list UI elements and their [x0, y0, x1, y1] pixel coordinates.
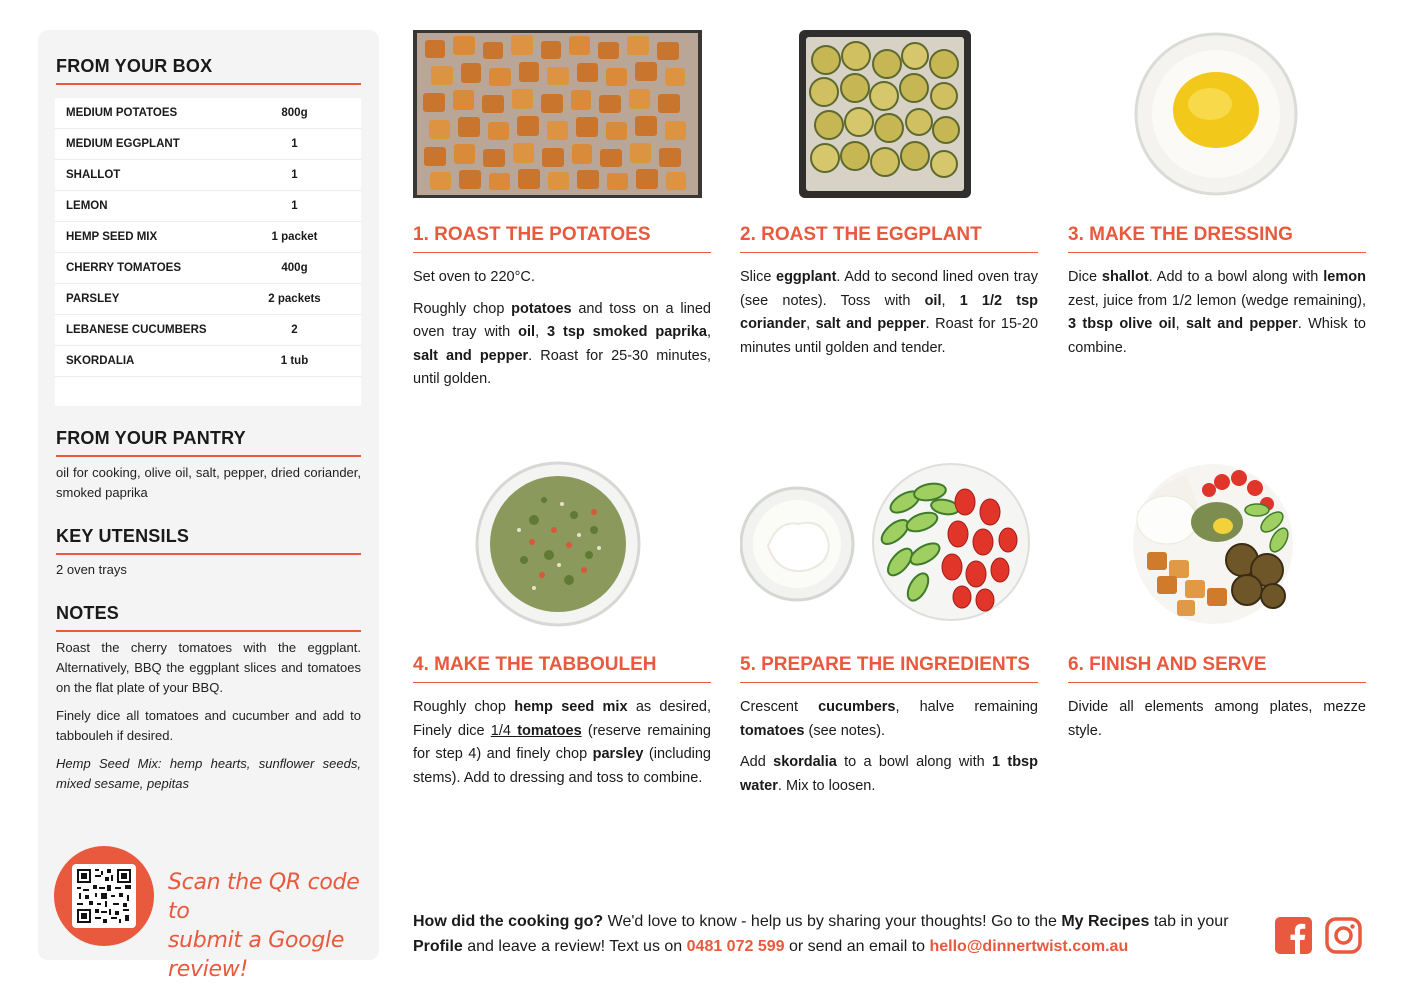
step-2-text: [740, 266, 1038, 368]
roast-potatoes-image: [413, 30, 702, 198]
step-4-title: 4. MAKE THE TABBOULEH: [413, 654, 711, 683]
ingredient-qty: 1 packet: [271, 231, 318, 243]
step-text-bold: salt and pepper: [815, 316, 926, 332]
table-row: [55, 191, 361, 222]
step-text-run: . Roast for 25-30 minutes, until golden.: [413, 347, 711, 387]
ingredient-qty: 2 packets: [268, 293, 321, 305]
step-text-bold: oil: [518, 324, 536, 340]
table-row: [55, 346, 361, 377]
step-text-run: . Add to a bowl along with: [1148, 269, 1324, 285]
step-text-bold: potatoes: [511, 300, 572, 317]
step-text-bold: eggplant: [776, 269, 837, 285]
ingredient-qty: 1 tub: [280, 355, 309, 367]
step-1-text: [413, 266, 711, 400]
table-row: [55, 160, 361, 191]
step-text-run: ,: [535, 324, 548, 340]
facebook-icon[interactable]: [1275, 917, 1312, 954]
step-text-run: zest, juice from 1/2 lemon (wedge remaining),: [1068, 292, 1366, 309]
utensils-text: 2 oven trays: [56, 562, 127, 577]
step-text-bold: shallot: [1101, 269, 1149, 285]
step-text-run: Divide all elements among plates, mezze style.: [1068, 699, 1366, 739]
step-6-title: 6. FINISH AND SERVE: [1068, 654, 1366, 683]
step-text-run: ,: [806, 316, 816, 332]
step-text-bold: tomatoes: [517, 722, 582, 739]
step-text-run: Dice: [1068, 269, 1102, 285]
step-text-run: to a bowl along with: [836, 754, 992, 770]
step-text-run: and toss on a lined oven tray with: [413, 300, 711, 340]
note-italic: Hemp Seed Mix: hemp hearts, sunflower seeds, mixed sesame, pepitas: [56, 756, 361, 791]
from-your-box-title: FROM YOUR BOX: [56, 56, 361, 85]
step-text-run: ,: [941, 292, 960, 309]
step-3-title: 3. MAKE THE DRESSING: [1068, 224, 1366, 253]
ingredient-name: MEDIUM POTATOES: [66, 107, 178, 119]
ingredients-sidebar: [38, 30, 379, 982]
step-text-bold: 1 tbsp water: [740, 754, 1038, 794]
ingredient-name: SHALLOT: [66, 169, 121, 181]
note-paragraph: Roast the cherry tomatoes with the eggplant. Alternatively, BBQ the eggplant slices and tomatoes on the flat plate of your BBQ.: [56, 640, 361, 695]
ingredient-name: HEMP SEED MIX: [66, 231, 158, 243]
step-text-bold: 1 1/2 tsp coriander: [740, 292, 1038, 332]
ingredient-qty: 800g: [281, 107, 308, 119]
step-text-run: (including stems). Add to dressing and toss to combine.: [413, 746, 711, 786]
ingredient-qty: 1: [291, 169, 298, 181]
profile-link[interactable]: Profile: [413, 938, 463, 955]
qr-review-prompt: [168, 868, 368, 984]
footer-text: tab in your: [1149, 913, 1229, 930]
ingredient-qty: 1: [291, 138, 298, 150]
phone-link[interactable]: 0481 072 599: [686, 938, 785, 955]
table-row: [55, 253, 361, 284]
ingredient-name: CHERRY TOMATOES: [66, 262, 182, 274]
step-text-run: . Roast for 15-20 minutes until golden and tender.: [740, 316, 1039, 356]
step-text-bold: cucumbers: [818, 699, 896, 715]
qr-badge[interactable]: [54, 846, 154, 946]
table-row: [55, 284, 361, 315]
footer-text: or send an email to: [784, 938, 930, 955]
step-text-bold: 3 tbsp olive oil: [1068, 316, 1176, 332]
ingredient-qty: 400g: [281, 262, 308, 274]
note-paragraph: Finely dice all tomatoes and cucumber and add to tabbouleh if desired.: [56, 708, 361, 743]
step-text-bold: parsley: [592, 746, 644, 762]
dressing-bowl-image: [1132, 30, 1300, 198]
prepare-ingredients-image: [740, 462, 1032, 622]
step-text-run: (see notes).: [804, 722, 886, 739]
step-3-text: [1068, 266, 1366, 368]
step-text-run: Set oven to 220°C.: [413, 269, 535, 285]
step-2-title: 2. ROAST THE EGGPLANT: [740, 224, 1038, 253]
ingredient-name: SKORDALIA: [66, 355, 135, 367]
step-text-bold: skordalia: [773, 754, 837, 770]
ingredient-name: PARSLEY: [66, 293, 120, 305]
footer-question: How did the cooking go?: [413, 913, 604, 930]
step-text-run: ,: [1175, 316, 1186, 332]
footer-text: We'd love to know - help us by sharing your thoughts! Go to the: [603, 913, 1062, 930]
step-text-bold: lemon: [1323, 269, 1366, 285]
step-text-bold: 3 tsp smoked paprika: [547, 324, 707, 340]
table-row: [55, 98, 361, 129]
step-text-bold: tomatoes: [740, 722, 805, 739]
step-text-run: . Whisk to combine.: [1068, 316, 1366, 356]
tabbouleh-bowl-image: [474, 460, 642, 628]
pantry-text: oil for cooking, olive oil, salt, pepper, dried coriander, smoked paprika: [56, 465, 361, 500]
step-text-bold: salt and pepper: [1185, 316, 1298, 332]
table-row: [55, 129, 361, 160]
ingredient-qty: 1: [291, 200, 298, 212]
qr-prompt-line: submit a Google review!: [168, 928, 345, 982]
step-4-text: [413, 696, 711, 798]
qr-code-icon[interactable]: [72, 864, 136, 928]
ingredient-name: LEMON: [66, 200, 108, 212]
notes-title: NOTES: [56, 603, 361, 632]
step-text-run: ,: [706, 324, 711, 340]
step-text-bold: salt and pepper: [413, 347, 529, 364]
step-text-run: as desired, Finely dice: [413, 699, 712, 739]
ingredient-name: MEDIUM EGGPLANT: [66, 138, 180, 150]
qr-prompt-line: Scan the QR code to: [168, 870, 360, 924]
step-5-title: 5. PREPARE THE INGREDIENTS: [740, 654, 1038, 683]
step-text-underline: 1/4: [490, 722, 518, 739]
step-text-run: Crescent: [740, 699, 819, 715]
step-text-bold: hemp seed mix: [514, 699, 628, 715]
step-text-run: , halve remaining: [895, 699, 1038, 715]
step-text-run: . Add to second lined oven tray (see notes). Toss with: [740, 269, 1038, 309]
step-text-run: Slice: [740, 269, 776, 285]
step-1-title: 1. ROAST THE POTATOES: [413, 224, 711, 253]
email-link[interactable]: hello@dinnertwist.com.au: [929, 938, 1129, 955]
step-5-text: [740, 696, 1038, 806]
step-6-text: [1068, 696, 1366, 751]
step-text-run: Roughly chop: [413, 699, 515, 715]
ingredient-qty: 2: [291, 324, 298, 336]
my-recipes-link[interactable]: My Recipes: [1061, 913, 1150, 930]
ingredient-name: LEBANESE CUCUMBERS: [66, 324, 207, 336]
step-text-run: Add: [740, 754, 774, 770]
table-row: [55, 315, 361, 346]
step-text-run: (reserve remaining for step 4) and finely chop: [413, 722, 711, 762]
from-your-pantry-title: FROM YOUR PANTRY: [56, 428, 361, 457]
box-ingredients-table: [55, 98, 361, 406]
key-utensils-title: KEY UTENSILS: [56, 526, 361, 555]
instagram-icon[interactable]: [1325, 917, 1362, 954]
table-row: [55, 222, 361, 253]
finished-plate-image: [1127, 460, 1299, 628]
footer-text: and leave a review! Text us on: [462, 938, 687, 955]
roast-eggplant-image: [799, 30, 971, 198]
step-text-bold: oil: [924, 292, 942, 309]
notes-body: [56, 638, 361, 802]
step-text-run: Roughly chop: [413, 300, 512, 317]
feedback-footer: [413, 909, 1263, 959]
step-text-run: . Mix to loosen.: [777, 777, 876, 794]
